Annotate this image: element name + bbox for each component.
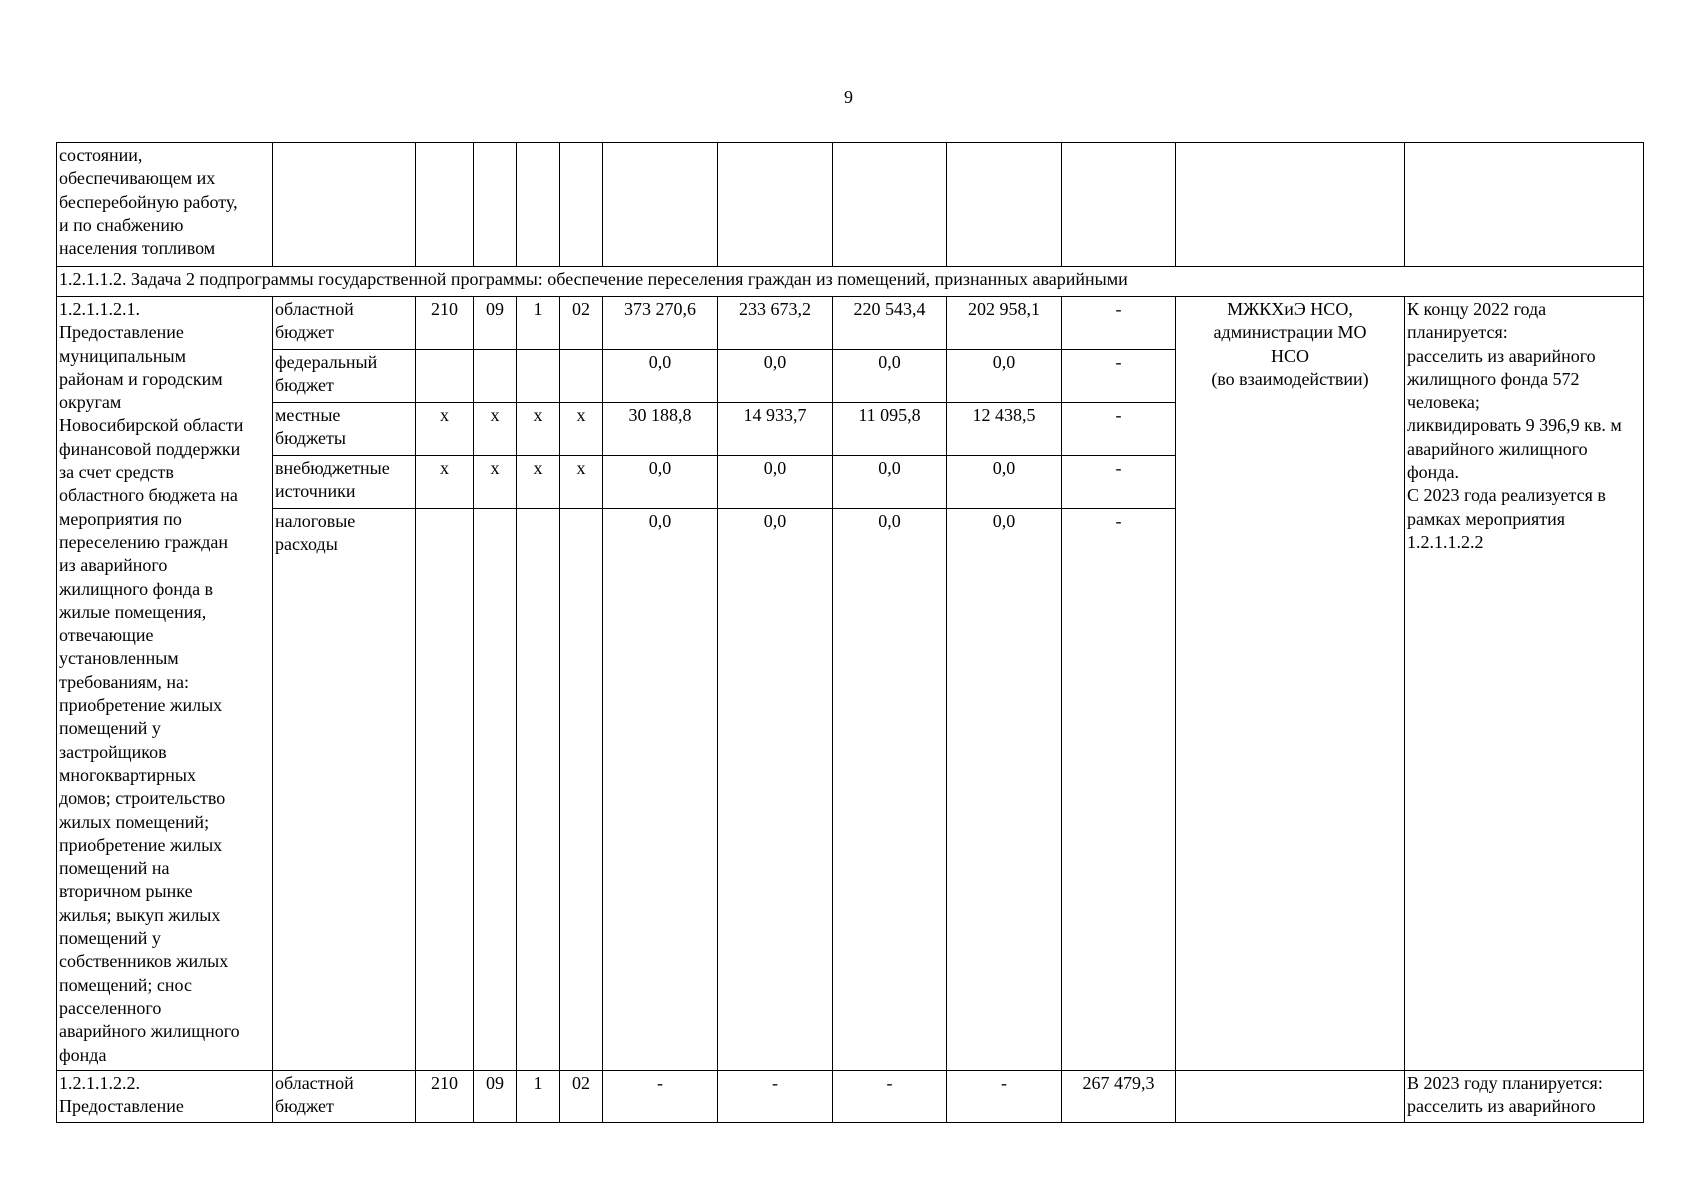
text-line: С 2023 года реализуется в: [1407, 485, 1606, 506]
value-cell: -: [1062, 297, 1176, 350]
funding-source-cell: [273, 297, 416, 350]
value-cell: 30 188,8: [603, 403, 718, 456]
code-cell: x: [517, 456, 560, 509]
text-line: переселению граждан: [59, 531, 229, 552]
code-cell: [560, 350, 603, 403]
value-cell: 0,0: [833, 350, 947, 403]
empty-cell: [718, 143, 833, 267]
value-cell: 12 438,5: [947, 403, 1062, 456]
text-line: многоквартирных: [59, 764, 196, 785]
page-number: 9: [844, 87, 853, 107]
measure2-row-regional: [57, 1071, 1644, 1123]
text-line: МЖКХиЭ НСО,: [1227, 299, 1353, 319]
text-line: помещений у: [59, 718, 161, 739]
text-line: домов; строительство: [59, 788, 226, 809]
text-line: жилых помещений;: [59, 811, 210, 832]
text-line: бюджеты: [275, 428, 346, 449]
empty-cell: [1062, 143, 1176, 267]
text-line: установленным: [59, 648, 179, 669]
value-cell: 0,0: [603, 456, 718, 509]
result-cell: [1405, 297, 1644, 1071]
code-cell: [416, 509, 474, 1071]
code-cell: 210: [416, 1071, 474, 1123]
text-line: фонда.: [1407, 462, 1459, 483]
text-line: рамках мероприятия: [1407, 508, 1566, 529]
text-line: федеральный: [275, 352, 378, 372]
value-cell: 0,0: [603, 509, 718, 1071]
text-line: 1.2.1.1.2.2.: [59, 1073, 140, 1093]
text-line: отвечающие: [59, 625, 154, 646]
text-line: бесперебойную работу,: [59, 191, 238, 212]
code-cell: x: [474, 403, 517, 456]
value-cell: -: [1062, 456, 1176, 509]
text-line: населения топливом: [59, 238, 216, 259]
value-cell: 14 933,7: [718, 403, 833, 456]
code-cell: x: [474, 456, 517, 509]
text-line: вторичном рынке: [59, 881, 193, 902]
code-cell: x: [560, 403, 603, 456]
text-line: администрации МО: [1213, 322, 1367, 343]
value-cell: 0,0: [603, 350, 718, 403]
text-line: и по снабжению: [59, 214, 184, 235]
code-cell: 1: [517, 1071, 560, 1123]
code-cell: x: [416, 403, 474, 456]
text-line: областной: [275, 1073, 354, 1093]
code-cell: [416, 350, 474, 403]
text-line: Предоставление: [59, 1096, 184, 1117]
text-line: расселить из аварийного: [1407, 1096, 1596, 1117]
value-cell: 233 673,2: [718, 297, 833, 350]
text-line: из аварийного: [59, 555, 168, 576]
text-line: районам и городским: [59, 368, 223, 389]
empty-cell: [474, 143, 517, 267]
text-line: (во взаимодействии): [1211, 368, 1369, 389]
value-cell: 0,0: [947, 509, 1062, 1071]
text-line: жилищного фонда 572: [1407, 368, 1580, 389]
value-cell: 0,0: [718, 456, 833, 509]
code-cell: [474, 350, 517, 403]
text-line: приобретение жилых: [59, 695, 223, 716]
funding-source-cell: [273, 1071, 416, 1123]
code-cell: 02: [560, 297, 603, 350]
code-cell: 09: [474, 297, 517, 350]
empty-cell: [416, 143, 474, 267]
text-line: 1.2.1.1.2.2: [1407, 531, 1484, 552]
text-line: собственников жилых: [59, 951, 229, 972]
text-line: муниципальным: [59, 345, 187, 366]
value-cell: -: [603, 1071, 718, 1123]
value-cell: 267 479,3: [1062, 1071, 1176, 1123]
value-cell: -: [1062, 509, 1176, 1071]
empty-cell: [1176, 143, 1405, 267]
text-line: фонда: [59, 1044, 107, 1065]
empty-cell: [833, 143, 947, 267]
text-line: состоянии,: [59, 145, 143, 165]
value-cell: 0,0: [947, 456, 1062, 509]
text-line: 1.2.1.1.2.1.: [59, 299, 140, 319]
text-line: застройщиков: [59, 741, 167, 762]
empty-cell: [517, 143, 560, 267]
value-cell: -: [718, 1071, 833, 1123]
text-line: НСО: [1270, 345, 1309, 366]
text-line: Предоставление: [59, 322, 184, 343]
value-cell: -: [1062, 403, 1176, 456]
task-row: [57, 267, 1644, 297]
text-line: помещений на: [59, 858, 170, 879]
code-cell: 210: [416, 297, 474, 350]
value-cell: 373 270,6: [603, 297, 718, 350]
code-cell: 09: [474, 1071, 517, 1123]
code-cell: 1: [517, 297, 560, 350]
value-cell: 220 543,4: [833, 297, 947, 350]
value-cell: 11 095,8: [833, 403, 947, 456]
measure1-row-regional: [57, 297, 1644, 350]
code-cell: [517, 509, 560, 1071]
text-line: помещений у: [59, 928, 161, 949]
empty-cell: [560, 143, 603, 267]
measure-name-cell: [57, 143, 273, 267]
text-line: за счет средств: [59, 462, 174, 483]
code-cell: x: [560, 456, 603, 509]
funding-source-cell: [273, 403, 416, 456]
funding-source-cell: [273, 456, 416, 509]
empty-cell: [603, 143, 718, 267]
text-line: аварийного жилищного: [59, 1021, 240, 1042]
text-line: обеспечивающем их: [59, 168, 216, 189]
value-cell: 202 958,1: [947, 297, 1062, 350]
text-line: округам: [59, 392, 122, 413]
empty-cell: [1405, 143, 1644, 267]
empty-cell: [273, 143, 416, 267]
text-line: бюджет: [275, 375, 334, 396]
empty-cell: [947, 143, 1062, 267]
text-line: налоговые: [275, 511, 356, 531]
text-line: жилья; выкуп жилых: [59, 904, 221, 925]
text-line: человека;: [1407, 392, 1480, 413]
text-line: бюджет: [275, 322, 334, 343]
text-line: жилые помещения,: [59, 601, 207, 622]
value-cell: 0,0: [718, 350, 833, 403]
text-line: В 2023 году планируется:: [1407, 1073, 1603, 1093]
text-line: местные: [275, 405, 341, 425]
funding-source-cell: [273, 350, 416, 403]
text-line: помещений; снос: [59, 974, 192, 995]
result-cell: [1405, 1071, 1644, 1123]
measure1-name-cell: [57, 297, 273, 1071]
text-line: Новосибирской области: [59, 415, 244, 436]
text-line: расселить из аварийного: [1407, 345, 1596, 366]
executor-cell: [1176, 297, 1405, 1071]
code-cell: x: [517, 403, 560, 456]
measure2-name-cell: [57, 1071, 273, 1123]
text-line: аварийного жилищного: [1407, 438, 1588, 459]
value-cell: -: [947, 1071, 1062, 1123]
text-line: расходы: [275, 534, 338, 555]
text-line: планируется:: [1407, 322, 1508, 343]
code-cell: [560, 509, 603, 1071]
executor-cell: [1176, 1071, 1405, 1123]
text-line: К концу 2022 года: [1407, 299, 1547, 319]
text-line: внебюджетные: [275, 458, 390, 478]
code-cell: 02: [560, 1071, 603, 1123]
continuation-row: [57, 143, 1644, 267]
value-cell: 0,0: [718, 509, 833, 1071]
text-line: областной: [275, 299, 354, 319]
value-cell: -: [833, 1071, 947, 1123]
code-cell: [517, 350, 560, 403]
text-line: источники: [275, 481, 356, 502]
code-cell: [474, 509, 517, 1071]
value-cell: 0,0: [947, 350, 1062, 403]
task-heading: 1.2.1.1.2. Задача 2 подпрограммы государственной программы: обеспечение переселения граждан из помещений, признанных аварийными: [57, 267, 1644, 297]
text-line: требованиям, на:: [59, 671, 190, 692]
text-line: расселенного: [59, 997, 162, 1018]
value-cell: 0,0: [833, 456, 947, 509]
text-line: жилищного фонда в: [59, 578, 214, 599]
text-line: финансовой поддержки: [59, 438, 241, 459]
code-cell: x: [416, 456, 474, 509]
text-line: приобретение жилых: [59, 834, 223, 855]
text-line: ликвидировать 9 396,9 кв. м: [1407, 415, 1622, 436]
text-line: мероприятия по: [59, 508, 182, 529]
funding-source-cell: [273, 509, 416, 1071]
program-measures-table: [56, 142, 1644, 1123]
text-line: бюджет: [275, 1096, 334, 1117]
value-cell: 0,0: [833, 509, 947, 1071]
text-line: областного бюджета на: [59, 485, 238, 506]
value-cell: -: [1062, 350, 1176, 403]
